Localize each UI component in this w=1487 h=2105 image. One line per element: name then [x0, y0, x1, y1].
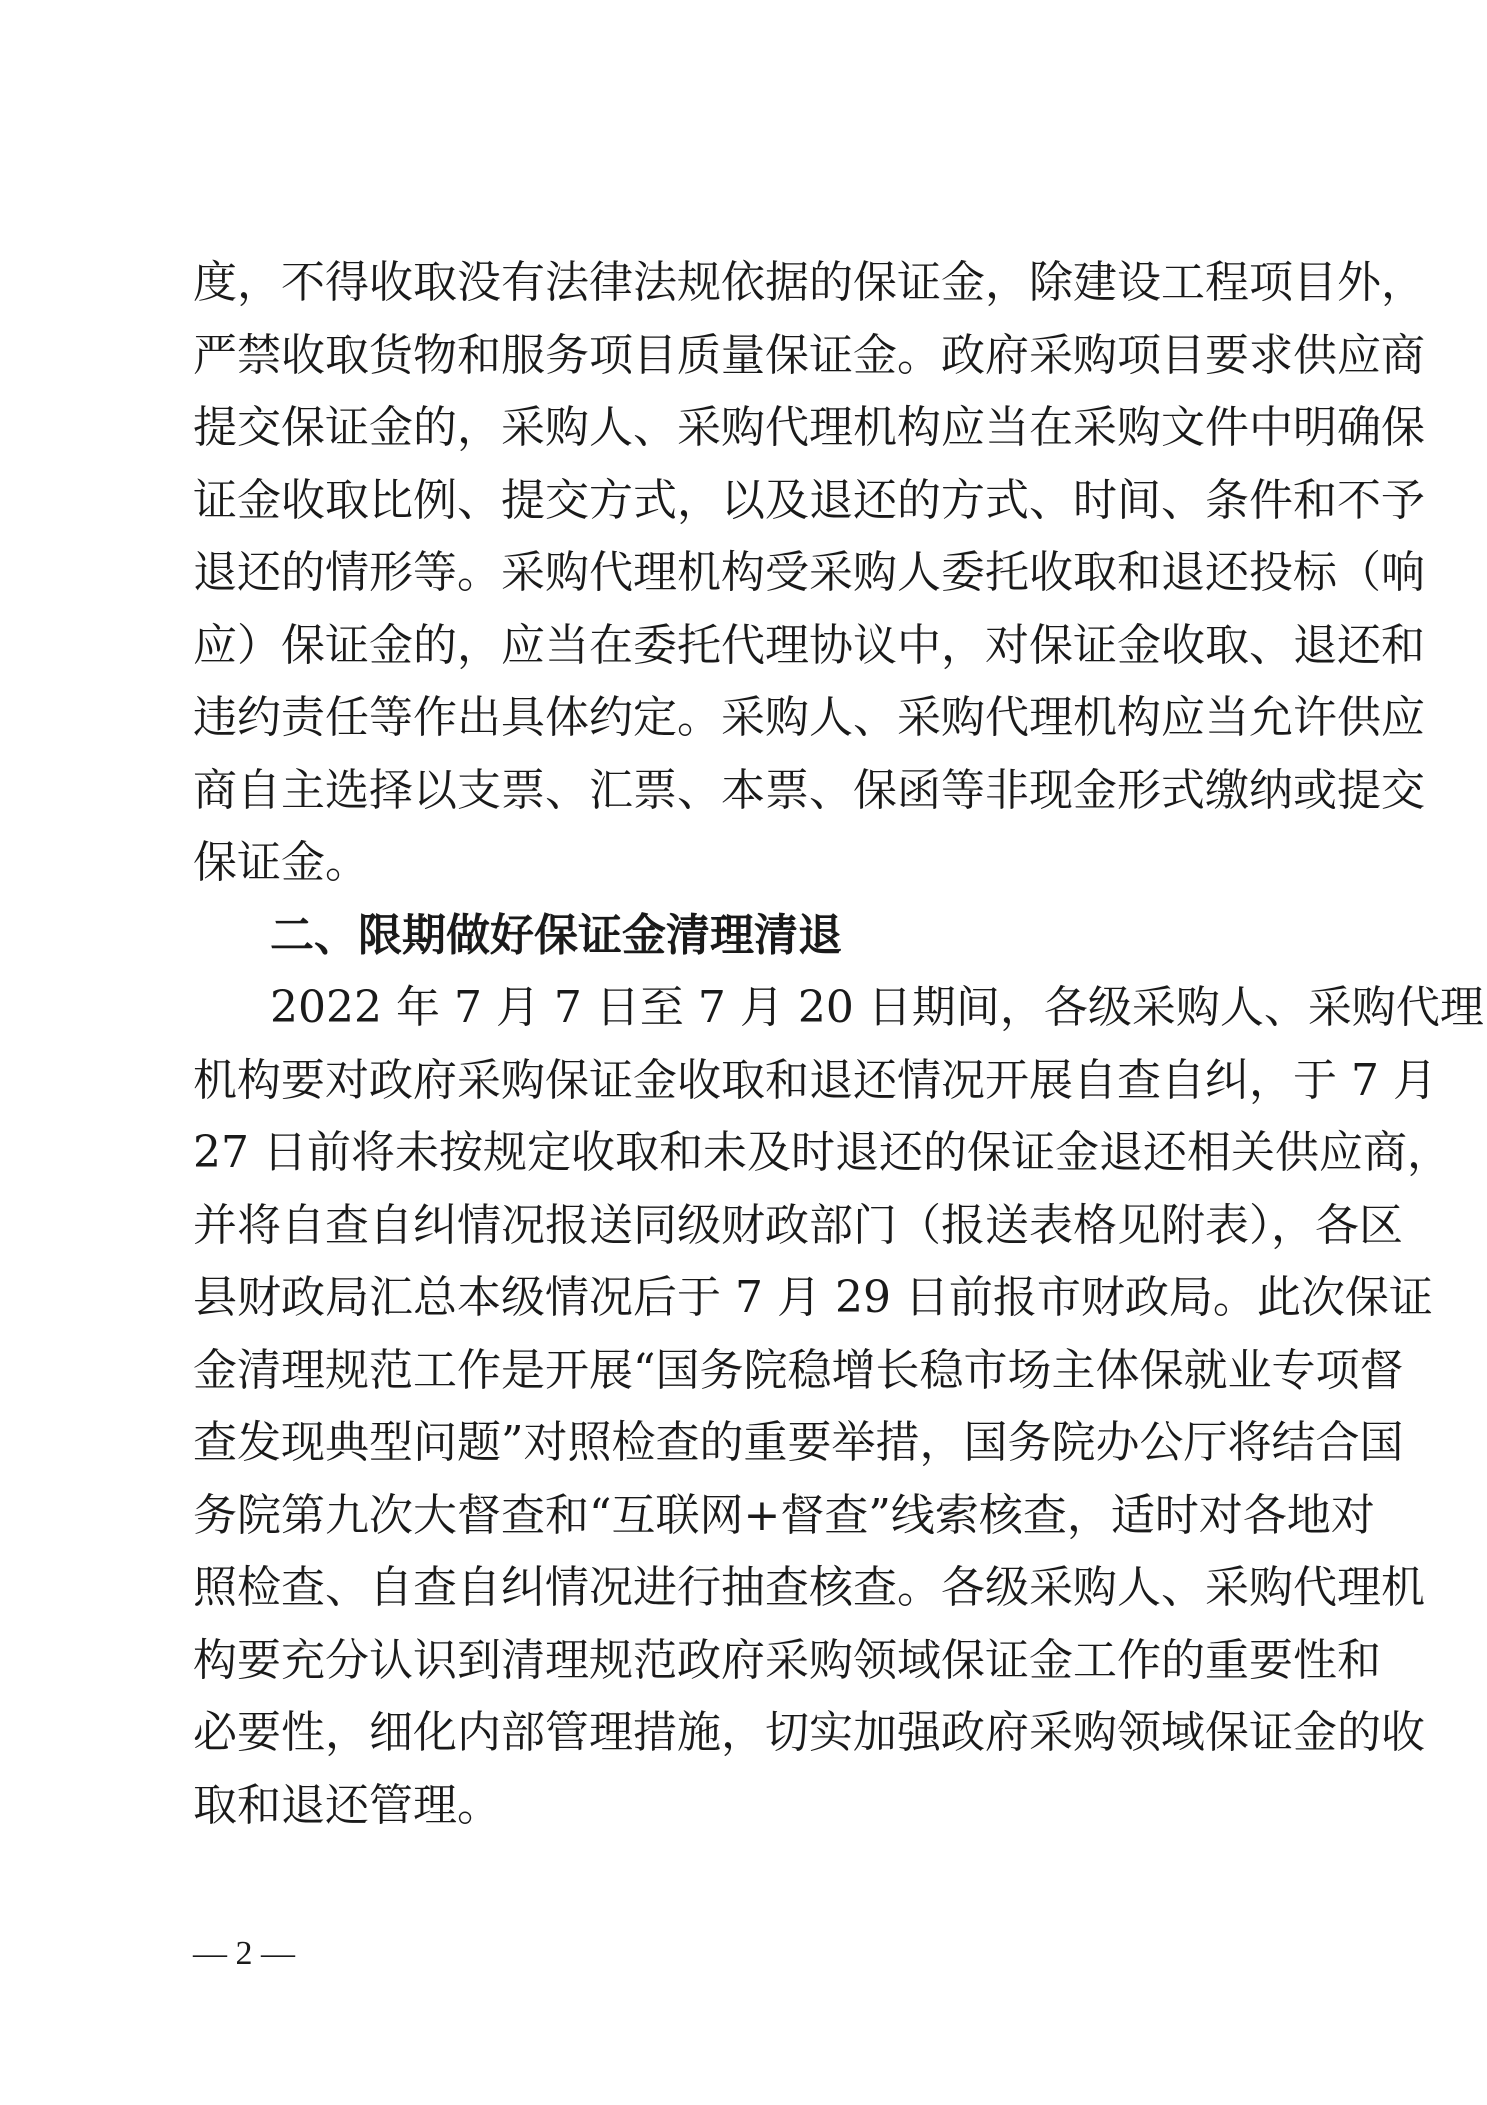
paragraph-line: 构要充分认识到清理规范政府采购领域保证金工作的重要性和: [193, 1635, 1381, 1686]
paragraph-line: 金清理规范工作是开展“国务院稳增长稳市场主体保就业专项督: [193, 1345, 1404, 1396]
paragraph-line: 违约责任等作出具体约定。采购人、采购代理机构应当允许供应: [193, 692, 1425, 743]
paragraph-line: 退还的情形等。采购代理机构受采购人委托收取和退还投标（响: [193, 547, 1425, 598]
paragraph-line: 证金收取比例、提交方式，以及退还的方式、时间、条件和不予: [193, 475, 1425, 526]
paragraph-line: 商自主选择以支票、汇票、本票、保函等非现金形式缴纳或提交: [193, 765, 1425, 816]
paragraph-line: 照检查、自查自纠情况进行抽查核查。各级采购人、采购代理机: [193, 1562, 1425, 1613]
paragraph-line: 严禁收取货物和服务项目质量保证金。政府采购项目要求供应商: [193, 330, 1425, 381]
paragraph-line: 务院第九次大督查和“互联网+督查”线索核查，适时对各地对: [193, 1490, 1375, 1541]
paragraph-line: 县财政局汇总本级情况后于 7 月 29 日前报市财政局。此次保证: [193, 1272, 1433, 1323]
page-number: — 2 —: [193, 1935, 295, 1972]
section-heading: 二、限期做好保证金清理清退: [270, 910, 842, 961]
paragraph-line: 保证金。: [193, 837, 369, 888]
paragraph-line: 应）保证金的，应当在委托代理协议中，对保证金收取、退还和: [193, 620, 1425, 671]
paragraph-line: 提交保证金的，采购人、采购代理机构应当在采购文件中明确保: [193, 402, 1425, 453]
paragraph-line: 必要性，细化内部管理措施，切实加强政府采购领域保证金的收: [193, 1707, 1425, 1758]
paragraph-line: 取和退还管理。: [193, 1780, 501, 1831]
paragraph-line: 并将自查自纠情况报送同级财政部门（报送表格见附表），各区: [193, 1200, 1403, 1251]
paragraph-line: 27 日前将未按规定收取和未及时退还的保证金退还相关供应商，: [193, 1127, 1451, 1178]
paragraph-line: 机构要对政府采购保证金收取和退还情况开展自查自纠，于 7 月: [193, 1055, 1437, 1106]
paragraph-line: 2022 年 7 月 7 日至 7 月 20 日期间，各级采购人、采购代理: [270, 982, 1484, 1033]
paragraph-line: 查发现典型问题”对照检查的重要举措，国务院办公厅将结合国: [193, 1417, 1404, 1468]
paragraph-line: 度，不得收取没有法律法规依据的保证金，除建设工程项目外，: [193, 257, 1425, 308]
